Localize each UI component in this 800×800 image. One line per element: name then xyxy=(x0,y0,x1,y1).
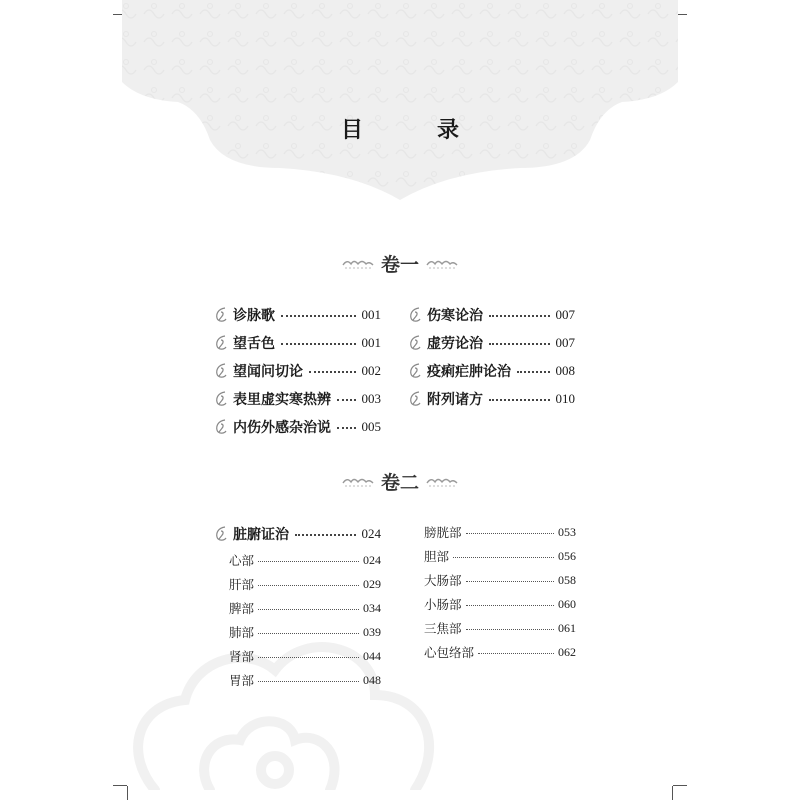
toc-entry-title: 三焦部 xyxy=(424,621,462,636)
toc-sub-entry[interactable] xyxy=(408,544,576,568)
dot-leader xyxy=(466,629,554,630)
cloud-ornament-icon xyxy=(341,256,375,270)
toc-entry-page: 029 xyxy=(363,576,381,591)
toc-column-vol2-left xyxy=(213,520,381,692)
toc-entry-title: 大肠部 xyxy=(424,573,462,588)
volume-heading-text: 卷二 xyxy=(380,471,419,494)
toc-entry-page: 034 xyxy=(363,600,381,615)
toc-entry-page: 039 xyxy=(363,624,381,639)
crop-mark xyxy=(673,785,687,786)
toc-entry-page: 001 xyxy=(361,335,381,350)
toc-entry-page: 061 xyxy=(558,620,576,635)
toc-entry[interactable] xyxy=(213,385,381,413)
toc-entry-page: 053 xyxy=(558,524,576,539)
toc-entry-page: 024 xyxy=(361,526,381,541)
toc-entry-title: 疫痢疟肿论治 xyxy=(427,364,511,380)
toc-entry[interactable] xyxy=(213,329,381,357)
page-title: 目 录 xyxy=(340,117,485,143)
toc-entry-title: 脏腑证治 xyxy=(233,527,289,543)
toc-sub-entry[interactable] xyxy=(408,592,576,616)
dot-leader xyxy=(466,605,554,606)
toc-entry[interactable] xyxy=(213,413,381,441)
toc-entry-title: 虚劳论治 xyxy=(427,336,483,352)
dot-leader xyxy=(489,399,550,401)
toc-entry[interactable] xyxy=(407,301,575,329)
dot-leader xyxy=(489,315,550,317)
leaf-bullet-icon xyxy=(213,390,231,408)
dot-leader xyxy=(258,585,359,586)
toc-sub-entry[interactable] xyxy=(408,520,576,544)
toc-entry-page: 048 xyxy=(363,672,381,687)
leaf-bullet-icon xyxy=(407,334,425,352)
toc-entry[interactable] xyxy=(213,301,381,329)
leaf-bullet-icon xyxy=(407,306,425,324)
toc-entry-main[interactable] xyxy=(213,520,381,548)
toc-entry-page: 003 xyxy=(361,391,381,406)
toc-entry[interactable] xyxy=(407,385,575,413)
toc-entry-page: 062 xyxy=(558,644,576,659)
toc-sub-entry[interactable] xyxy=(408,568,576,592)
toc-column-vol1-right xyxy=(407,301,575,413)
crop-mark xyxy=(672,786,673,800)
cloud-ornament-icon xyxy=(425,474,459,488)
toc-entry-title: 肺部 xyxy=(229,625,255,640)
leaf-bullet-icon xyxy=(213,362,231,380)
toc-entry-page: 024 xyxy=(363,552,381,567)
toc-sub-entry[interactable] xyxy=(213,644,381,668)
toc-entry-title: 心部 xyxy=(229,553,255,568)
toc-entry-title: 小肠部 xyxy=(424,597,462,612)
leaf-bullet-icon xyxy=(213,306,231,324)
leaf-bullet-icon xyxy=(213,525,231,543)
toc-entry-title: 胆部 xyxy=(424,549,450,564)
dot-leader xyxy=(281,315,356,317)
toc-entry[interactable] xyxy=(407,329,575,357)
leaf-bullet-icon xyxy=(407,362,425,380)
toc-entry-title: 伤寒论治 xyxy=(427,308,483,324)
dot-leader xyxy=(258,609,359,610)
dot-leader xyxy=(453,557,554,558)
toc-entry-page: 001 xyxy=(361,307,381,322)
toc-entry-title: 脾部 xyxy=(229,601,255,616)
toc-entry-title: 肝部 xyxy=(229,577,255,592)
toc-entry-page: 007 xyxy=(555,307,575,322)
dot-leader xyxy=(309,371,356,373)
dot-leader xyxy=(466,533,554,534)
toc-entry-title: 胃部 xyxy=(229,673,255,688)
toc-entry[interactable] xyxy=(213,357,381,385)
toc-entry-title: 附列诸方 xyxy=(427,392,483,408)
toc-sub-entry[interactable] xyxy=(213,668,381,692)
dot-leader xyxy=(281,343,356,345)
dot-leader xyxy=(258,681,359,682)
toc-sub-entry[interactable] xyxy=(408,640,576,664)
toc-entry-title: 内伤外感杂治说 xyxy=(233,420,331,436)
dot-leader xyxy=(517,371,550,373)
toc-entry-page: 056 xyxy=(558,548,576,563)
toc-entry-title: 表里虚实寒热辨 xyxy=(233,392,331,408)
toc-entry-page: 008 xyxy=(555,363,575,378)
toc-sub-entry[interactable] xyxy=(213,548,381,572)
header-ornament-background xyxy=(0,0,800,210)
toc-entry-page: 058 xyxy=(558,572,576,587)
toc-entry-page: 044 xyxy=(363,648,381,663)
toc-entry-title: 肾部 xyxy=(229,649,255,664)
toc-sub-entry[interactable] xyxy=(213,572,381,596)
toc-entry-page: 005 xyxy=(361,419,381,434)
toc-entry-title: 诊脉歌 xyxy=(233,308,275,324)
dot-leader xyxy=(478,653,554,654)
dot-leader xyxy=(258,657,359,658)
toc-column-vol2-right xyxy=(408,520,576,664)
volume-heading-1 xyxy=(0,248,800,278)
dot-leader xyxy=(466,581,554,582)
toc-entry-title: 膀胱部 xyxy=(424,525,462,540)
leaf-bullet-icon xyxy=(213,418,231,436)
toc-entry-page: 060 xyxy=(558,596,576,611)
dot-leader xyxy=(258,561,359,562)
toc-entry-page: 010 xyxy=(555,391,575,406)
volume-heading-2 xyxy=(0,466,800,496)
dot-leader xyxy=(258,633,359,634)
toc-entry-page: 002 xyxy=(361,363,381,378)
dot-leader xyxy=(489,343,550,345)
toc-entry-title: 望闻问切论 xyxy=(233,364,303,380)
toc-entry-title: 心包络部 xyxy=(424,645,475,660)
toc-sub-entry[interactable] xyxy=(408,616,576,640)
cloud-ornament-icon xyxy=(341,474,375,488)
leaf-bullet-icon xyxy=(213,334,231,352)
toc-column-vol1-left xyxy=(213,301,381,441)
volume-heading-text: 卷一 xyxy=(380,253,419,276)
toc-entry-title: 望舌色 xyxy=(233,336,275,352)
cloud-ornament-icon xyxy=(425,256,459,270)
toc-sub-entry[interactable] xyxy=(213,596,381,620)
dot-leader xyxy=(337,399,356,401)
toc-entry-page: 007 xyxy=(555,335,575,350)
dot-leader xyxy=(295,534,356,536)
toc-entry[interactable] xyxy=(407,357,575,385)
leaf-bullet-icon xyxy=(407,390,425,408)
toc-sub-entry[interactable] xyxy=(213,620,381,644)
dot-leader xyxy=(337,427,356,429)
